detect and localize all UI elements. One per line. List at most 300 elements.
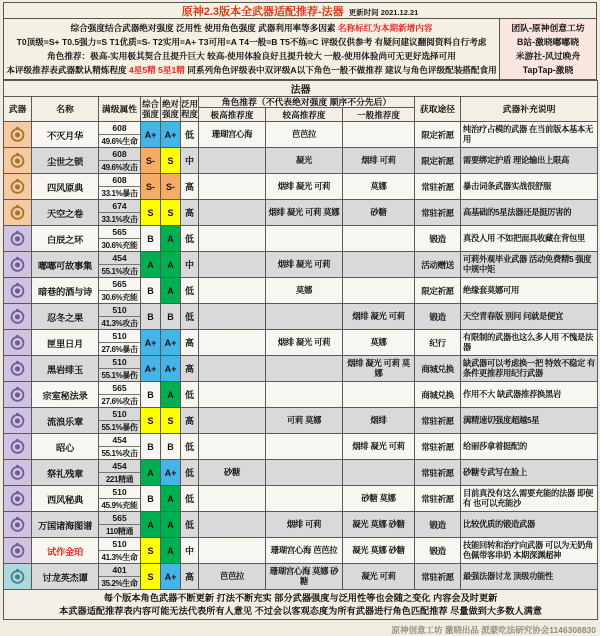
acquisition-source: 限定祈愿 — [415, 148, 461, 174]
rec-high-characters — [199, 538, 266, 564]
weapon-name: 忍冬之果 — [32, 304, 99, 330]
acquisition-source: 常驻祈愿 — [415, 174, 461, 200]
weapon-stats — [99, 174, 141, 200]
note-highlight: 名称标红为本期新增内容 — [337, 23, 433, 33]
acquisition-source: 纪行 — [415, 330, 461, 356]
base-stat: 510 — [99, 330, 140, 343]
acquisition-source: 常驻祈愿 — [415, 408, 461, 434]
team-credit-line: 米游社-风过晚舟 — [515, 51, 581, 61]
sub-stat: 30.6%充能 — [101, 241, 138, 250]
weapon-note: 纯治疗占模的武器 在当前版本基本无用 — [461, 122, 598, 148]
absolute-rating: A — [161, 512, 181, 538]
absolute-rating: A+ — [161, 330, 181, 356]
weapon-stats — [99, 330, 141, 356]
catalyst-orb-icon — [9, 256, 26, 273]
rec-mid-characters: 烟绯 凝光 可莉 — [266, 252, 343, 278]
rec-high-characters — [199, 356, 266, 382]
weapon-stats — [99, 252, 141, 278]
comprehensive-rating: B — [141, 278, 161, 304]
footer-note-line: 每个版本角色武器不断更新 打法不断充实 部分武器强度与泛用性等也会随之变化 内容会及时更新 — [103, 592, 498, 603]
weapon-note: 作用不大 缺武器推荐换黑岩 — [461, 382, 598, 408]
weapon-name: 嘟嘟可故事集 — [32, 252, 99, 278]
weapon-note: 高基础的5星法器还是挺厉害的 — [461, 200, 598, 226]
weapon-note: 满精速切强度超越5星 — [461, 408, 598, 434]
versatility-level: 低 — [181, 304, 199, 330]
weapon-sheet — [3, 2, 597, 636]
col-weapon: 武器 — [4, 97, 32, 122]
col-source: 获取途径 — [415, 97, 461, 122]
weapon-name: 昭心 — [32, 434, 99, 460]
catalyst-orb-icon — [9, 360, 26, 377]
comprehensive-rating: S — [141, 200, 161, 226]
weapon-name: 祭礼残章 — [32, 460, 99, 486]
base-stat: 510 — [99, 486, 140, 499]
table-row — [4, 408, 598, 434]
table-row — [4, 226, 598, 252]
acquisition-source: 锻造 — [415, 226, 461, 252]
table-row — [4, 564, 598, 590]
weapon-icon-cell — [4, 174, 32, 200]
header-note-line — [5, 35, 498, 49]
weapon-name: 万国诸海图谱 — [32, 512, 99, 538]
section-label: 法器 — [4, 81, 598, 97]
weapon-note: 暴击词条武器实战很舒服 — [461, 174, 598, 200]
table-row — [4, 330, 598, 356]
page-title: 原神2.3版本全武器适配推荐-法器 — [181, 6, 344, 18]
base-stat: 401 — [99, 564, 140, 577]
catalyst-orb-icon — [9, 490, 26, 507]
table-row — [4, 486, 598, 512]
note-text: 同系列角色评级表中双评级A以下角色一般不做推荐 建议与角色评级配装搭配食用 — [184, 65, 497, 75]
weapon-name: 宗室秘法录 — [32, 382, 99, 408]
weapon-stats — [99, 226, 141, 252]
weapon-note: 缺武器可以考虑换一把 特效不稳定 有条件更推荐用纪行武器 — [461, 356, 598, 382]
sub-stat: 41.3%攻击 — [101, 319, 138, 328]
weapon-note: 技能回转和治疗向武器 可以为无奶角色佩带客串奶 本期深渊超神 — [461, 538, 598, 564]
weapon-stats — [99, 200, 141, 226]
weapon-name: 天空之卷 — [32, 200, 99, 226]
weapon-icon-cell — [4, 148, 32, 174]
rec-high-characters — [199, 330, 266, 356]
weapon-icon-cell — [4, 200, 32, 226]
sub-stat: 55.1%攻击 — [101, 449, 138, 458]
base-stat: 565 — [99, 382, 140, 395]
weapon-stats — [99, 408, 141, 434]
base-stat: 510 — [99, 538, 140, 551]
versatility-level: 低 — [181, 122, 199, 148]
catalyst-orb-icon — [9, 282, 26, 299]
versatility-level: 高 — [181, 408, 199, 434]
versatility-level: 低 — [181, 278, 199, 304]
rec-mid-characters: 珊瑚宫心海 莫娜 砂糖 — [266, 564, 343, 590]
note-text: 综合强度结合武器绝对强度 泛用性 使用角色强度 武器利用率等多因素 — [70, 23, 338, 33]
rec-low-characters: 凝光 可莉 — [343, 564, 415, 590]
sub-stat: 110精通 — [106, 527, 133, 536]
rec-mid-characters: 可莉 莫娜 — [266, 408, 343, 434]
comprehensive-rating: B — [141, 434, 161, 460]
rec-mid-characters: 莫娜 — [266, 278, 343, 304]
weapon-icon-cell — [4, 538, 32, 564]
rec-high-characters: 珊瑚宫心海 — [199, 122, 266, 148]
credit-line: 原神创意工坊 激晓出品 派蒙吃法研究协会1146308830 — [391, 625, 596, 635]
comprehensive-rating: S — [141, 408, 161, 434]
absolute-rating: A — [161, 538, 181, 564]
comprehensive-rating: B — [141, 226, 161, 252]
note-text: 本评级推荐表武器默认精炼程度 — [6, 65, 130, 75]
col-attr: 满级属性 — [99, 97, 141, 122]
base-stat: 454 — [99, 252, 140, 265]
weapon-icon-cell — [4, 304, 32, 330]
sub-stat: 27.6%暴击 — [101, 345, 138, 354]
base-stat: 454 — [99, 434, 140, 447]
rating-legend-notes — [4, 19, 499, 79]
weapon-stats — [99, 486, 141, 512]
rec-high-characters — [199, 278, 266, 304]
rec-low-characters: 莫娜 — [343, 330, 415, 356]
versatility-level: 低 — [181, 226, 199, 252]
weapon-stats — [99, 564, 141, 590]
table-row — [4, 538, 598, 564]
rec-mid-characters — [266, 382, 343, 408]
rec-low-characters — [343, 382, 415, 408]
versatility-level: 中 — [181, 538, 199, 564]
weapon-stats — [99, 512, 141, 538]
base-stat: 510 — [99, 356, 140, 369]
weapon-icon-cell — [4, 356, 32, 382]
comprehensive-rating: B — [141, 304, 161, 330]
sub-stat: 49.6%生命 — [101, 137, 138, 146]
weapon-icon-cell — [4, 252, 32, 278]
catalyst-orb-icon — [9, 464, 26, 481]
catalyst-orb-icon — [9, 438, 26, 455]
weapon-icon-cell — [4, 408, 32, 434]
rec-high-characters — [199, 148, 266, 174]
versatility-level: 高 — [181, 200, 199, 226]
table-row — [4, 512, 598, 538]
rec-mid-characters: 珊瑚宫心海 芭芭拉 — [266, 538, 343, 564]
acquisition-source: 常驻祈愿 — [415, 564, 461, 590]
table-row — [4, 382, 598, 408]
note-highlight: 4星5精 5星1精 — [129, 65, 185, 75]
col-rec-high: 极高推荐度 — [199, 108, 266, 122]
section-header-row — [4, 81, 598, 97]
weapon-stats — [99, 538, 141, 564]
rec-mid-characters: 烟绯 凝光 可莉 — [266, 330, 343, 356]
sub-stat: 49.6%攻击 — [101, 163, 138, 172]
col-recommend-group: 角色推荐（不代表绝对强度 顺序不分先后） — [199, 97, 415, 108]
versatility-level: 低 — [181, 486, 199, 512]
rec-low-characters: 烟绯 — [343, 408, 415, 434]
acquisition-source: 常驻祈愿 — [415, 460, 461, 486]
rec-high-characters — [199, 226, 266, 252]
weapon-name: 流浪乐章 — [32, 408, 99, 434]
rec-high-characters — [199, 434, 266, 460]
table-row — [4, 434, 598, 460]
sub-stat: 45.9%充能 — [101, 501, 138, 510]
header-note-line — [5, 21, 498, 35]
table-row — [4, 460, 598, 486]
rec-low-characters: 烟绯 可莉 — [343, 148, 415, 174]
rec-low-characters: 莫娜 — [343, 174, 415, 200]
weapon-icon-cell — [4, 512, 32, 538]
weapon-note: 最强法器讨龙 顶级功能性 — [461, 564, 598, 590]
rec-mid-characters: 烟绯 凝光 可莉 莫娜 — [266, 200, 343, 226]
weapon-note: 天空青春版 别问 问就是便宜 — [461, 304, 598, 330]
weapon-name: 不灭月华 — [32, 122, 99, 148]
weapon-note: 绝缘套莫娜可用 — [461, 278, 598, 304]
rec-high-characters — [199, 252, 266, 278]
catalyst-orb-icon — [9, 386, 26, 403]
comprehensive-rating: A+ — [141, 330, 161, 356]
rec-mid-characters — [266, 434, 343, 460]
weapon-note: 可莉外观毕业武器 活动免费精5 强度中规中矩 — [461, 252, 598, 278]
weapon-icon-cell — [4, 226, 32, 252]
absolute-rating: S — [161, 148, 181, 174]
rec-high-characters — [199, 486, 266, 512]
col-absolute: 绝对强度 — [161, 97, 181, 122]
weapon-stats — [99, 434, 141, 460]
sub-stat: 33.1%攻击 — [101, 215, 138, 224]
table-row — [4, 304, 598, 330]
title-bar — [3, 2, 597, 19]
weapon-name: 四风原典 — [32, 174, 99, 200]
absolute-rating: A+ — [161, 122, 181, 148]
sub-stat: 55.1%攻击 — [101, 267, 138, 276]
col-note: 武器补充说明 — [461, 97, 598, 122]
rec-low-characters: 凝光 莫娜 砂糖 — [343, 538, 415, 564]
team-credit-line: 团队-原神创意工坊 — [511, 23, 585, 33]
sub-stat: 221精通 — [105, 475, 134, 484]
rec-low-characters: 烟绯 凝光 可莉 — [343, 434, 415, 460]
col-rec-low: 一般推荐度 — [343, 108, 415, 122]
versatility-level: 低 — [181, 512, 199, 538]
weapon-name: 尘世之锁 — [32, 148, 99, 174]
footer-note-row — [4, 590, 598, 620]
sub-stat: 55.1%暴伤 — [101, 423, 138, 432]
weapon-icon-cell — [4, 486, 32, 512]
absolute-rating: A — [161, 252, 181, 278]
table-row — [4, 278, 598, 304]
acquisition-source: 限定祈愿 — [415, 278, 461, 304]
absolute-rating: A — [161, 486, 181, 512]
header-note-line — [5, 49, 498, 63]
weapon-stats — [99, 304, 141, 330]
rec-mid-characters — [266, 486, 343, 512]
acquisition-source: 商城兑换 — [415, 356, 461, 382]
rec-high-characters — [199, 200, 266, 226]
base-stat: 608 — [99, 122, 140, 135]
rec-mid-characters: 烟绯 可莉 — [266, 512, 343, 538]
versatility-level: 低 — [181, 460, 199, 486]
rec-low-characters — [343, 278, 415, 304]
header-block — [3, 19, 597, 80]
catalyst-orb-icon — [9, 516, 26, 533]
footer-notes — [4, 590, 598, 620]
base-stat: 608 — [99, 174, 140, 187]
rec-low-characters: 砂糖 — [343, 200, 415, 226]
col-rec-mid: 较高推荐度 — [266, 108, 343, 122]
comprehensive-rating: S — [141, 564, 161, 590]
weapon-name: 匣里日月 — [32, 330, 99, 356]
weapon-icon-cell — [4, 382, 32, 408]
absolute-rating: S- — [161, 174, 181, 200]
catalyst-orb-icon — [9, 334, 26, 351]
weapon-stats — [99, 460, 141, 486]
acquisition-source: 锻造 — [415, 304, 461, 330]
weapon-icon-cell — [4, 122, 32, 148]
catalyst-orb-icon — [9, 126, 26, 143]
weapon-stats — [99, 148, 141, 174]
rec-mid-characters: 烟绯 凝光 可莉 — [266, 174, 343, 200]
table-row — [4, 200, 598, 226]
team-credit-line: TapTap-激晓 — [522, 65, 574, 75]
rec-low-characters: 烟绯 凝光 可莉 莫娜 — [343, 356, 415, 382]
rec-mid-characters — [266, 304, 343, 330]
weapon-icon-cell — [4, 330, 32, 356]
absolute-rating: B — [161, 304, 181, 330]
weapon-table — [3, 80, 598, 620]
weapon-stats — [99, 382, 141, 408]
base-stat: 565 — [99, 226, 140, 239]
sub-stat: 41.3%生命 — [101, 553, 138, 562]
absolute-rating: S — [161, 200, 181, 226]
catalyst-orb-icon — [9, 178, 26, 195]
comprehensive-rating: B — [141, 382, 161, 408]
versatility-level: 中 — [181, 148, 199, 174]
table-row — [4, 148, 598, 174]
table-row — [4, 252, 598, 278]
header-note-line — [5, 63, 498, 77]
rec-mid-characters — [266, 460, 343, 486]
catalyst-orb-icon — [9, 542, 26, 559]
rec-low-characters — [343, 122, 415, 148]
rec-low-characters — [343, 226, 415, 252]
rec-low-characters: 烟绯 凝光 可莉 — [343, 304, 415, 330]
team-credits-panel — [499, 19, 596, 79]
comprehensive-rating: A — [141, 512, 161, 538]
sub-stat: 35.2%生命 — [101, 579, 138, 588]
catalyst-orb-icon — [9, 568, 26, 585]
comprehensive-rating: A — [141, 252, 161, 278]
weapon-note: 目前真没有这么需要充能的法器 即便有 也可以充能沙 — [461, 486, 598, 512]
versatility-level: 中 — [181, 252, 199, 278]
weapon-icon-cell — [4, 460, 32, 486]
weapon-note: 砂糖专武写在脸上 — [461, 460, 598, 486]
versatility-level: 高 — [181, 330, 199, 356]
acquisition-source: 限定祈愿 — [415, 122, 461, 148]
weapon-icon-cell — [4, 564, 32, 590]
acquisition-source: 常驻祈愿 — [415, 200, 461, 226]
versatility-level: 高 — [181, 564, 199, 590]
catalyst-orb-icon — [9, 412, 26, 429]
catalyst-orb-icon — [9, 308, 26, 325]
absolute-rating: A — [161, 278, 181, 304]
acquisition-source: 商城兑换 — [415, 382, 461, 408]
rec-mid-characters — [266, 226, 343, 252]
note-text: 角色推荐：极高-实用极其契合且提升巨大 较高-使用体验良好且提升较大 一般-使用体验尚可无更好选择可用 — [47, 51, 456, 61]
weapon-stats — [99, 278, 141, 304]
weapon-icon-cell — [4, 434, 32, 460]
comprehensive-rating: A — [141, 460, 161, 486]
rec-high-characters: 芭芭拉 — [199, 564, 266, 590]
rec-mid-characters — [266, 356, 343, 382]
sub-stat: 33.1%暴击 — [101, 189, 138, 198]
weapon-icon-cell — [4, 278, 32, 304]
rec-high-characters — [199, 512, 266, 538]
column-header-row — [4, 97, 598, 108]
weapon-note: 有限制的武器也这么多人用 不愧是法器 — [461, 330, 598, 356]
weapon-stats — [99, 356, 141, 382]
rec-low-characters — [343, 460, 415, 486]
weapon-note: 真没人用 不如把面具收藏在背包里 — [461, 226, 598, 252]
absolute-rating: A+ — [161, 460, 181, 486]
catalyst-orb-icon — [9, 152, 26, 169]
sub-stat: 27.6%攻击 — [101, 397, 138, 406]
col-name: 名称 — [32, 97, 99, 122]
acquisition-source: 活动赠送 — [415, 252, 461, 278]
absolute-rating: A — [161, 226, 181, 252]
base-stat: 510 — [99, 408, 140, 421]
comprehensive-rating: S- — [141, 174, 161, 200]
weapon-name: 暗巷的酒与诗 — [32, 278, 99, 304]
comprehensive-rating: S- — [141, 148, 161, 174]
weapon-stats — [99, 122, 141, 148]
weapon-note: 需要绑定护盾 理论输出上限高 — [461, 148, 598, 174]
rec-mid-characters: 芭芭拉 — [266, 122, 343, 148]
comprehensive-rating: A+ — [141, 356, 161, 382]
rec-high-characters: 砂糖 — [199, 460, 266, 486]
absolute-rating: A+ — [161, 564, 181, 590]
update-time: 更新时间 2021.12.21 — [348, 8, 419, 17]
team-credit-line: B站-激晓嘟嘟晓 — [516, 37, 580, 47]
table-row — [4, 356, 598, 382]
col-versatility: 泛用程度 — [181, 97, 199, 122]
acquisition-source: 锻造 — [415, 538, 461, 564]
catalyst-orb-icon — [9, 204, 26, 221]
table-row — [4, 122, 598, 148]
rec-mid-characters: 凝光 — [266, 148, 343, 174]
rec-high-characters — [199, 174, 266, 200]
weapon-note: 给丽莎拿着挺配的 — [461, 434, 598, 460]
absolute-rating: S — [161, 408, 181, 434]
rec-low-characters — [343, 252, 415, 278]
footer-note-line: 本武器适配推荐表内容可能无法代表所有人意见 不过会以客观态度为所有武器进行角色匹配推荐 尽量做到大多数人满意 — [59, 605, 542, 616]
base-stat: 608 — [99, 148, 140, 161]
acquisition-source: 锻造 — [415, 512, 461, 538]
col-comprehensive: 综合强度 — [141, 97, 161, 122]
absolute-rating: A+ — [161, 356, 181, 382]
weapon-name: 讨龙英杰谭 — [32, 564, 99, 590]
rec-low-characters: 凝光 莫娜 砂糖 — [343, 512, 415, 538]
weapon-name: 试作金珀 — [32, 538, 99, 564]
note-text: T0顶级=S+ T0.5强力=S T1优质=S- T2实用=A+ T3可用=A T4一般=B T5不练=C 评级仅供参考 有疑问建议翻阅资料自行考虑 — [16, 37, 487, 47]
table-row — [4, 174, 598, 200]
base-stat: 565 — [99, 512, 140, 525]
acquisition-source: 常驻祈愿 — [415, 486, 461, 512]
comprehensive-rating: A+ — [141, 122, 161, 148]
weapon-name: 黑岩绯玉 — [32, 356, 99, 382]
weapon-name: 西风秘典 — [32, 486, 99, 512]
rec-high-characters — [199, 408, 266, 434]
absolute-rating: B — [161, 434, 181, 460]
versatility-level: 低 — [181, 382, 199, 408]
base-stat: 454 — [99, 460, 140, 473]
weapon-note: 比较优质的锻造武器 — [461, 512, 598, 538]
versatility-level: 低 — [181, 434, 199, 460]
comprehensive-rating: S — [141, 538, 161, 564]
absolute-rating: A — [161, 382, 181, 408]
rec-high-characters — [199, 382, 266, 408]
